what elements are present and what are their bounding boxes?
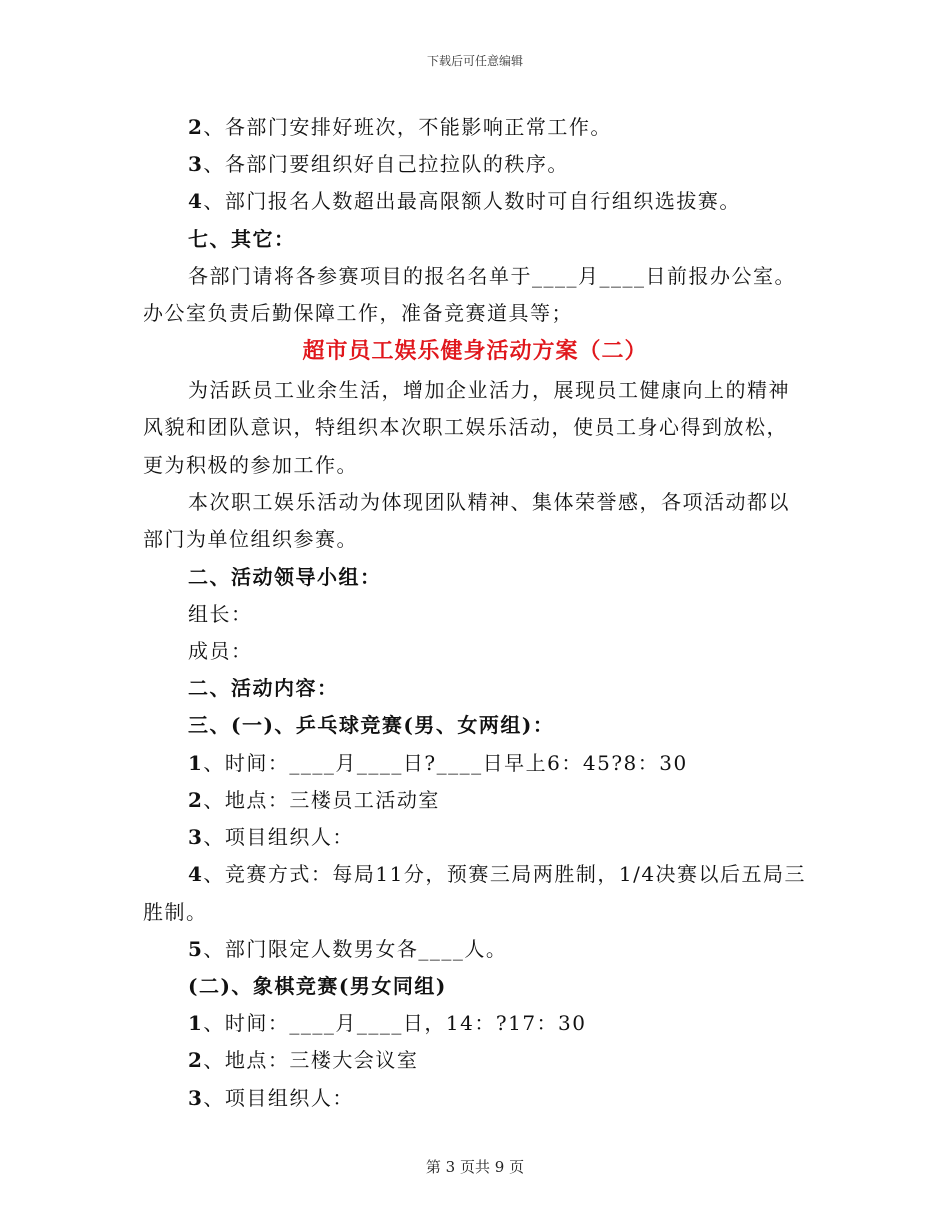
list-item: 3、项目组织人： xyxy=(188,825,354,849)
list-item: 1、时间：____月____日，14：?17：30 xyxy=(188,1011,587,1035)
paragraph-line: 各部门请将各参赛项目的报名名单于____月____日前报办公室。 xyxy=(188,264,796,288)
paragraph-line: 为活跃员工业余生活，增加企业活力，展现员工健康向上的精神 xyxy=(188,378,790,402)
list-item: 4、竞赛方式：每局11分，预赛三局两胜制，1/4决赛以后五局三 xyxy=(188,862,807,886)
list-item: 3、各部门要组织好自己拉拉队的秩序。 xyxy=(188,152,569,176)
paragraph-line: 本次职工娱乐活动为体现团队精神、集体荣誉感，各项活动都以 xyxy=(188,490,790,514)
list-item: 2、各部门安排好班次，不能影响正常工作。 xyxy=(188,115,612,139)
paragraph-line: 部门为单位组织参赛。 xyxy=(143,527,358,551)
section-heading: 七、其它： xyxy=(188,227,296,251)
paragraph-line: 风貌和团队意识，特组织本次职工娱乐活动，使员工身心得到放松， xyxy=(143,415,788,439)
paragraph-line: 更为积极的参加工作。 xyxy=(143,453,358,477)
page-header: 下载后可任意编辑 xyxy=(426,54,523,68)
paragraph-line: 成员： xyxy=(188,639,253,663)
list-item: 5、部门限定人数男女各____人。 xyxy=(188,937,508,961)
paragraph-line: 组长： xyxy=(188,602,253,626)
document-title: 超市员工娱乐健身活动方案（二） xyxy=(302,338,648,364)
section-heading: (二)、象棋竞赛(男女同组) xyxy=(188,974,447,998)
paragraph-line: 办公室负责后勤保障工作，准备竞赛道具等； xyxy=(143,301,573,325)
list-item: 3、项目组织人： xyxy=(188,1086,354,1110)
page-footer: 第 3 页共 9 页 xyxy=(425,1158,525,1176)
paragraph-line: 胜制。 xyxy=(143,900,208,924)
list-item: 1、时间：____月____日?____日早上6：45?8：30 xyxy=(188,751,688,775)
section-heading: 二、活动内容： xyxy=(188,676,339,700)
list-item: 2、地点：三楼大会议室 xyxy=(188,1048,419,1072)
list-item: 4、部门报名人数超出最高限额人数时可自行组织选拔赛。 xyxy=(188,189,741,213)
list-item: 2、地点：三楼员工活动室 xyxy=(188,788,440,812)
section-heading: 二、活动领导小组： xyxy=(188,565,382,589)
section-heading: 三、(一)、乒乓球竞赛(男、女两组)： xyxy=(188,713,555,737)
